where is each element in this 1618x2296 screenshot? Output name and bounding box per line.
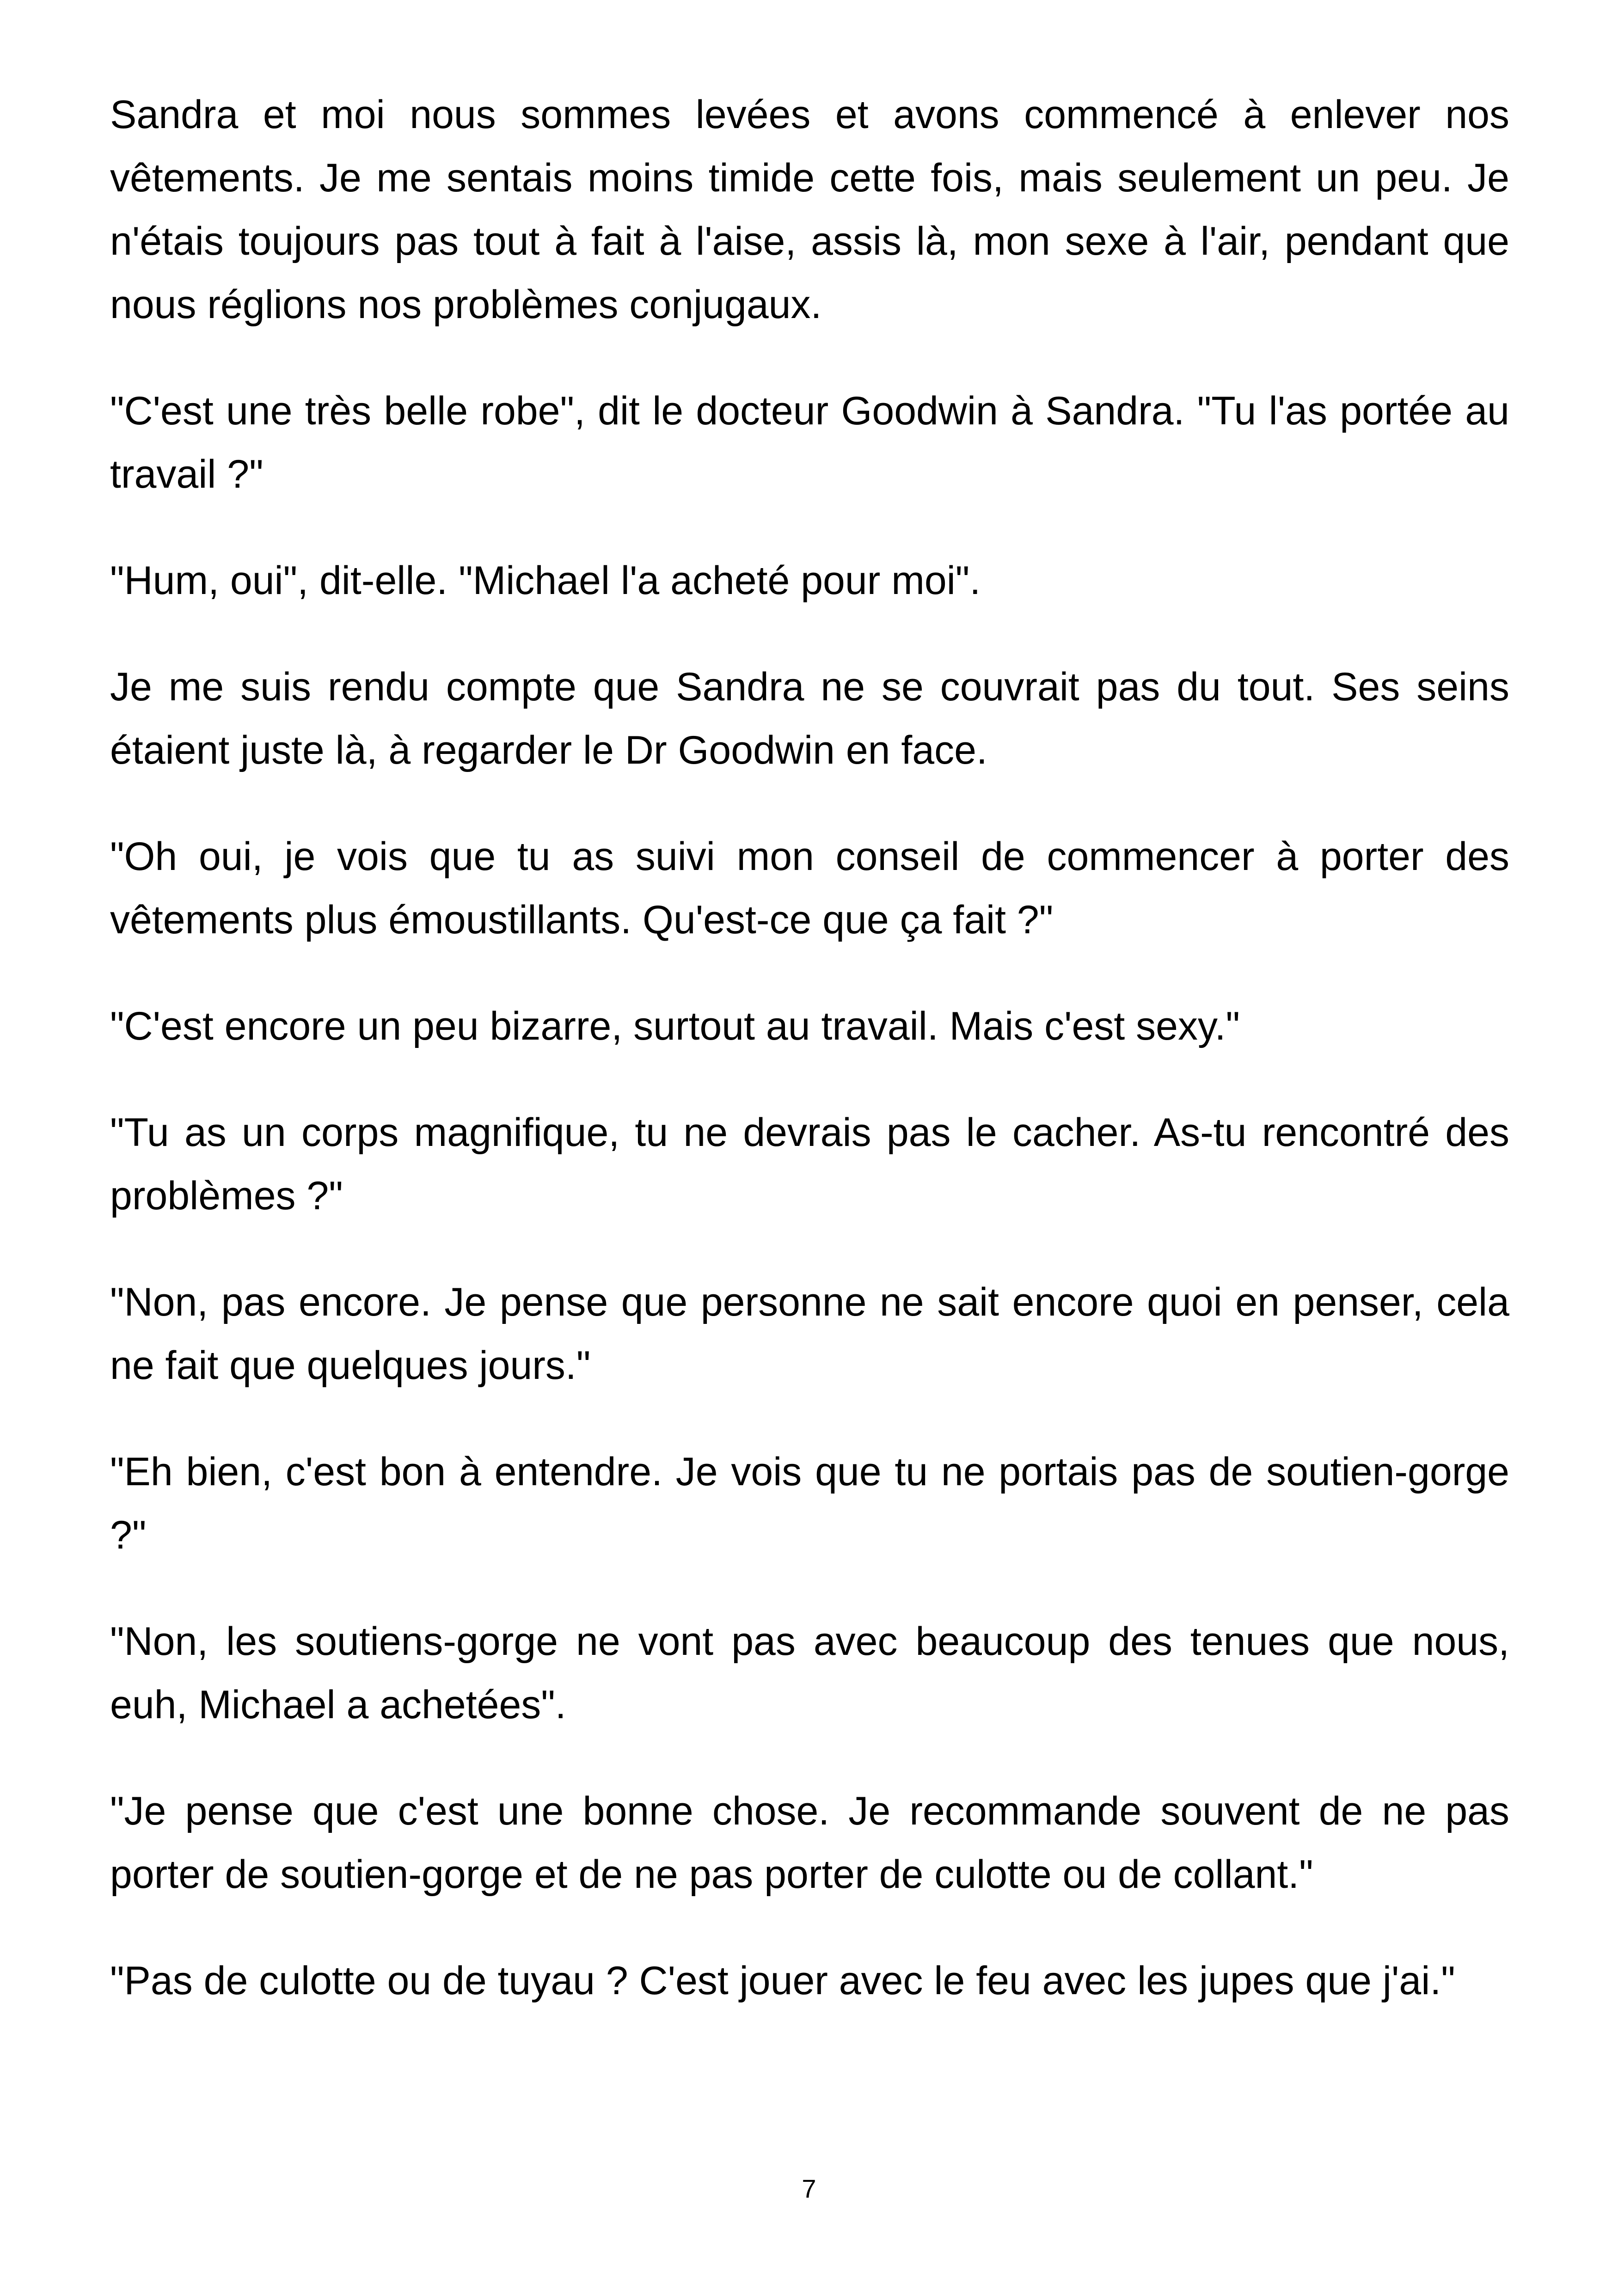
paragraph-4: Je me suis rendu compte que Sandra ne se couvrait pas du tout. Ses seins étaient juste là, à regarder le Dr Goodwin en face. [110,665,1509,772]
paragraph-9: "Eh bien, c'est bon à entendre. Je vois que tu ne portais pas de soutien-gorge ?" [110,1450,1509,1557]
paragraph-11: "Je pense que c'est une bonne chose. Je recommande souvent de ne pas porter de soutien-gorge et de ne pas porter de culotte ou de collant." [110,1789,1509,1897]
page-body [110,83,1509,2056]
paragraph-1: Sandra et moi nous sommes levées et avons commencé à enlever nos vêtements. Je me sentais moins timide cette fois, mais seulement un peu. Je n'étais toujours pas tout à fait à l'aise, assis là, mon sexe à l'air, pendant que nous réglions nos problèmes conjugaux. [110,92,1509,327]
paragraph-10: "Non, les soutiens-gorge ne vont pas avec beaucoup des tenues que nous, euh, Michael a achetées". [110,1619,1509,1727]
paragraph-12: "Pas de culotte ou de tuyau ? C'est jouer avec le feu avec les jupes que j'ai." [110,1959,1455,2003]
paragraph-3: "Hum, oui", dit-elle. "Michael l'a acheté pour moi". [110,558,981,603]
page-number: 7 [802,2174,816,2203]
paragraph-6: "C'est encore un peu bizarre, surtout au travail. Mais c'est sexy." [110,1004,1240,1048]
paragraph-8: "Non, pas encore. Je pense que personne ne sait encore quoi en penser, cela ne fait que quelques jours." [110,1280,1509,1388]
paragraph-2: "C'est une très belle robe", dit le docteur Goodwin à Sandra. "Tu l'as portée au travail ?" [110,389,1509,496]
paragraph-5: "Oh oui, je vois que tu as suivi mon conseil de commencer à porter des vêtements plus émoustillants. Qu'est-ce que ça fait ?" [110,834,1509,942]
paragraph-7: "Tu as un corps magnifique, tu ne devrais pas le cacher. As-tu rencontré des problèmes ?" [110,1110,1509,1218]
